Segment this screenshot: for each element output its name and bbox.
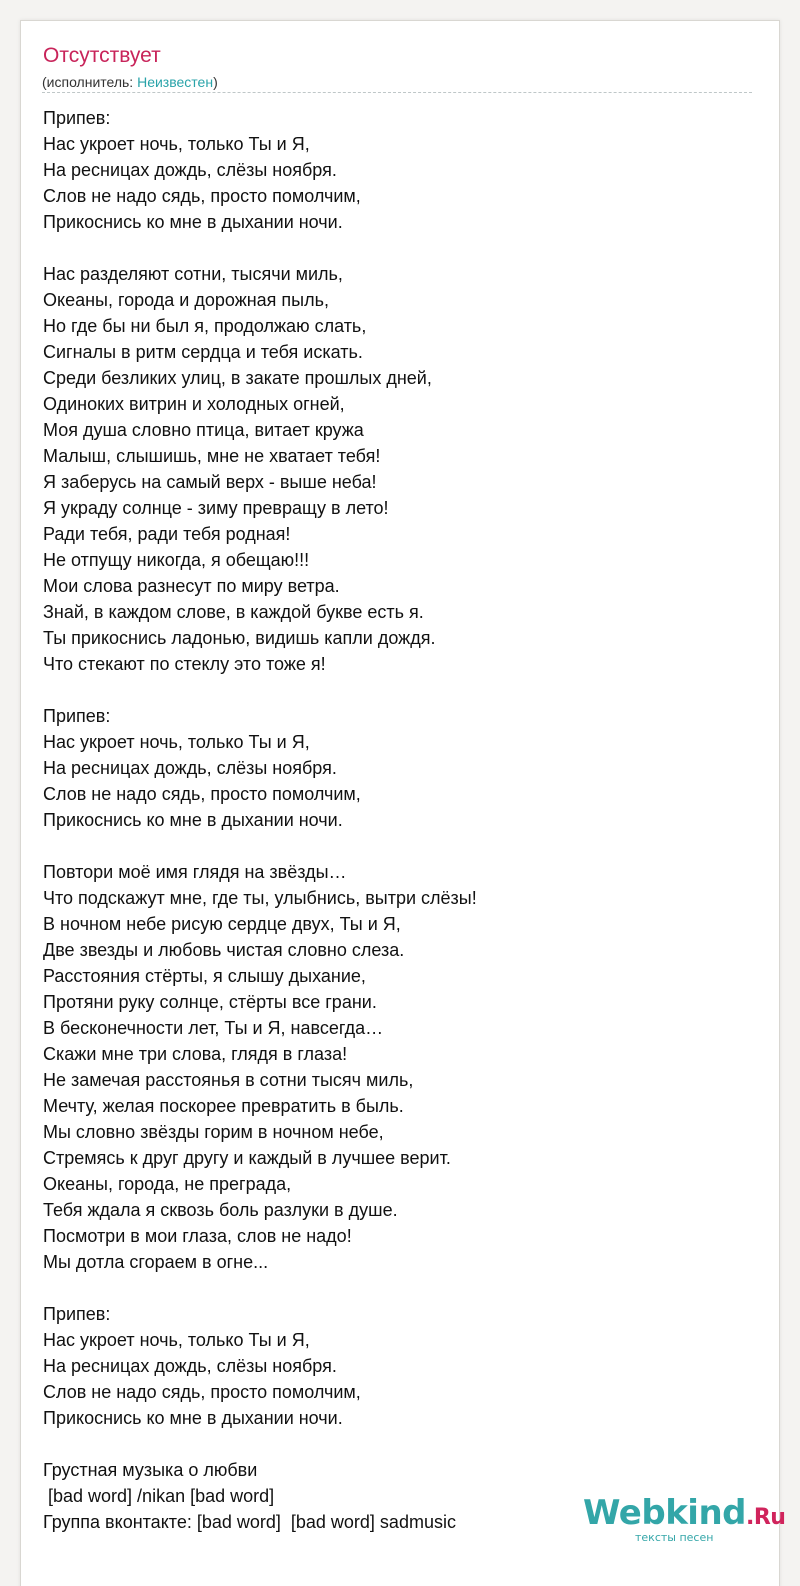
lyrics-line: Сигналы в ритм сердца и тебя искать. — [43, 342, 363, 362]
lyrics-line: Мы словно звёзды горим в ночном небе, — [43, 1122, 384, 1142]
lyrics-line: Нас укроет ночь, только Ты и Я, — [43, 1330, 310, 1350]
logo-suffix-text: .Ru — [746, 1505, 786, 1530]
lyrics-line: Слов не надо сядь, просто помолчим, — [43, 784, 361, 804]
lyrics-line: На ресницах дождь, слёзы ноября. — [43, 160, 337, 180]
lyrics-line: Скажи мне три слова, глядя в глаза! — [43, 1044, 348, 1064]
logo-subtitle: тексты песен — [635, 1531, 714, 1544]
lyrics-line: В бесконечности лет, Ты и Я, навсегда… — [43, 1018, 384, 1038]
lyrics-line: Припев: — [43, 706, 111, 726]
lyrics-line: Малыш, слышишь, мне не хватает тебя! — [43, 446, 381, 466]
lyrics-line: Я заберусь на самый верх - выше неба! — [43, 472, 377, 492]
lyrics-blank-line — [43, 677, 753, 703]
lyrics-line: Протяни руку солнце, стёрты все грани. — [43, 992, 377, 1012]
lyrics-card — [20, 20, 780, 1586]
lyrics-line: Припев: — [43, 108, 111, 128]
lyrics-line: В ночном небе рисую сердце двух, Ты и Я, — [43, 914, 401, 934]
lyrics-line: Мы дотла сгораем в огне... — [43, 1252, 269, 1272]
lyrics-line: Не замечая расстоянья в сотни тысяч миль, — [43, 1070, 414, 1090]
song-title: Отсутствует — [43, 44, 161, 67]
lyrics-line: Расстояния стёрты, я слышу дыхание, — [43, 966, 366, 986]
lyrics-line: Повтори моё имя глядя на звёзды… — [43, 862, 347, 882]
lyrics-blank-line — [43, 235, 753, 261]
lyrics-line: Одиноких витрин и холодных огней, — [43, 394, 345, 414]
lyrics-blank-line — [43, 1275, 753, 1301]
lyrics-line: [bad word] /nikan [bad word] — [43, 1486, 275, 1506]
lyrics-line: Слов не надо сядь, просто помолчим, — [43, 1382, 361, 1402]
lyrics-line: Я украду солнце - зиму превращу в лето! — [43, 498, 389, 518]
lyrics-line: Океаны, города и дорожная пыль, — [43, 290, 329, 310]
lyrics-line: Тебя ждала я сквозь боль разлуки в душе. — [43, 1200, 398, 1220]
lyrics-text — [43, 105, 753, 1535]
lyrics-line: Моя душа словно птица, витает кружа — [43, 420, 364, 440]
lyrics-line: Слов не надо сядь, просто помолчим, — [43, 186, 361, 206]
lyrics-line: Нас укроет ночь, только Ты и Я, — [43, 732, 310, 752]
lyrics-line: Ради тебя, ради тебя родная! — [43, 524, 291, 544]
lyrics-line: Но где бы ни был я, продолжаю слать, — [43, 316, 367, 336]
lyrics-line: Нас укроет ночь, только Ты и Я, — [43, 134, 310, 154]
lyrics-line: Прикоснись ко мне в дыхании ночи. — [43, 212, 343, 232]
lyrics-line: Мои слова разнесут по миру ветра. — [43, 576, 340, 596]
lyrics-line: На ресницах дождь, слёзы ноября. — [43, 1356, 337, 1376]
lyrics-line: Стремясь к друг другу и каждый в лучшее верит. — [43, 1148, 451, 1168]
lyrics-line: На ресницах дождь, слёзы ноября. — [43, 758, 337, 778]
artist-line — [42, 73, 218, 91]
lyrics-line: Прикоснись ко мне в дыхании ночи. — [43, 1408, 343, 1428]
title-divider — [42, 92, 752, 93]
lyrics-line: Не отпущу никогда, я обещаю!!! — [43, 550, 310, 570]
artist-suffix: ) — [213, 74, 218, 90]
lyrics-line: Группа вконтакте: [bad word] [bad word] sadmusic — [43, 1512, 456, 1532]
lyrics-line: Припев: — [43, 1304, 111, 1324]
lyrics-line: Посмотри в мои глаза, слов не надо! — [43, 1226, 352, 1246]
lyrics-blank-line — [43, 1431, 753, 1457]
logo-main-text: Webkind — [583, 1493, 746, 1533]
webkind-logo — [583, 1493, 786, 1553]
lyrics-line: Мечту, желая поскорее превратить в быль. — [43, 1096, 404, 1116]
lyrics-line: Грустная музыка о любви — [43, 1460, 258, 1480]
artist-link[interactable]: Неизвестен — [137, 74, 214, 90]
lyrics-line: Знай, в каждом слове, в каждой букве есть я. — [43, 602, 424, 622]
lyrics-line: Нас разделяют сотни, тысячи миль, — [43, 264, 343, 284]
artist-prefix: (исполнитель: — [42, 74, 138, 90]
lyrics-line: Две звезды и любовь чистая словно слеза. — [43, 940, 405, 960]
lyrics-line: Среди безликих улиц, в закате прошлых дней, — [43, 368, 432, 388]
lyrics-line: Океаны, города, не преграда, — [43, 1174, 292, 1194]
lyrics-line: Что стекают по стеклу это тоже я! — [43, 654, 326, 674]
lyrics-line: Что подскажут мне, где ты, улыбнись, вытри слёзы! — [43, 888, 477, 908]
lyrics-blank-line — [43, 833, 753, 859]
lyrics-line: Ты прикоснись ладонью, видишь капли дождя. — [43, 628, 436, 648]
lyrics-line: Прикоснись ко мне в дыхании ночи. — [43, 810, 343, 830]
